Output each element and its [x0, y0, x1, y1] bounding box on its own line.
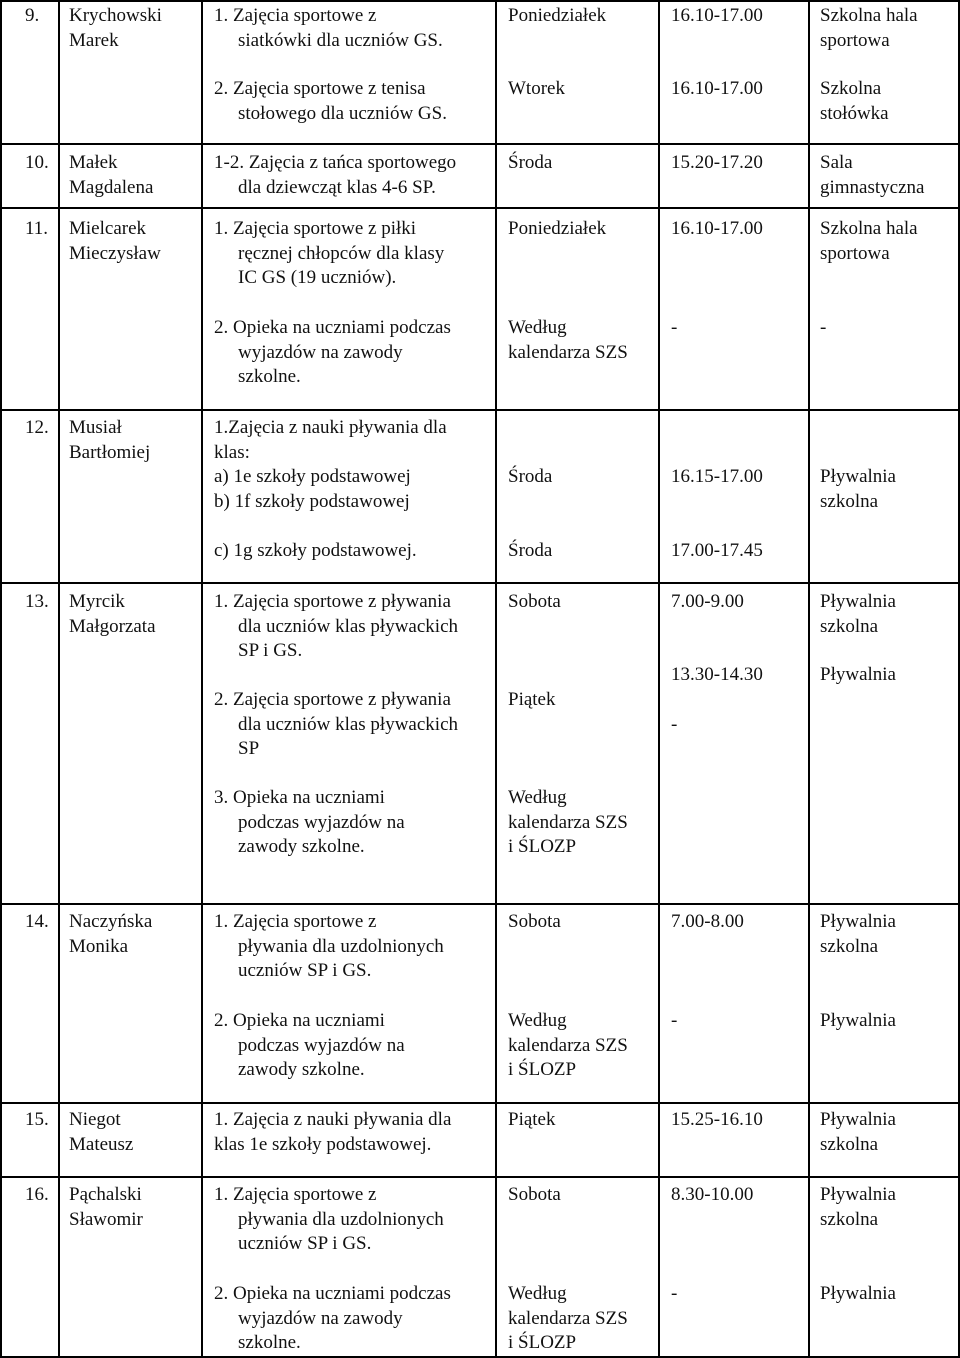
activity-text: stołowego dla uczniów GS.	[238, 102, 447, 124]
hours-cell: 17.00-17.45	[671, 540, 763, 561]
activity-text: IC GS (19 uczniów).	[238, 267, 397, 288]
column-border	[495, 0, 497, 1358]
teacher-name: Małgorzata	[69, 615, 156, 637]
hours-cell: -	[671, 713, 678, 735]
place-cell: szkolna	[820, 935, 879, 957]
activity-text: 2. Opieka na uczniami	[214, 1010, 385, 1031]
activity-text: 2. Opieka na uczniami podczas	[214, 1283, 451, 1304]
row-border	[0, 1176, 960, 1178]
activity-text: 1. Zajęcia sportowe z	[214, 911, 377, 932]
hours-cell: 13.30-14.30	[671, 664, 763, 685]
row-number: 9.	[25, 5, 40, 26]
teacher-name: Marek	[69, 29, 119, 51]
place-cell: Pływalnia	[820, 1010, 896, 1031]
day-cell: Środa	[508, 152, 553, 173]
place-cell: szkolna	[820, 1208, 879, 1230]
row-border	[0, 0, 960, 2]
place-cell: Sala	[820, 152, 853, 173]
day-cell: kalendarza SZS	[508, 1034, 628, 1056]
activity-text: dla uczniów klas pływackich	[238, 713, 459, 735]
activity-text: siatkówki dla uczniów GS.	[238, 29, 443, 51]
hours-cell: 7.00-9.00	[671, 591, 744, 612]
activity-text: c) 1g szkoły podstawowej.	[214, 540, 417, 561]
hours-cell: 7.00-8.00	[671, 911, 744, 932]
place-cell: Pływalnia	[820, 1184, 896, 1205]
place-cell: Pływalnia	[820, 911, 896, 932]
row-number: 12.	[25, 417, 49, 438]
day-cell: Środa	[508, 540, 553, 561]
row-number: 16.	[25, 1184, 49, 1205]
day-cell: Według	[508, 1283, 567, 1304]
place-cell: Pływalnia	[820, 466, 896, 487]
hours-cell: 8.30-10.00	[671, 1184, 754, 1205]
activity-text: 2. Zajęcia sportowe z pływania	[214, 689, 451, 710]
row-number: 15.	[25, 1109, 49, 1130]
day-cell: Środa	[508, 466, 553, 487]
teacher-name: Mielcarek	[69, 218, 147, 239]
place-cell: Pływalnia	[820, 1283, 896, 1304]
day-cell: Sobota	[508, 591, 561, 612]
activity-text: 1. Zajęcia sportowe z piłki	[214, 218, 417, 239]
hours-cell: 16.10-17.00	[671, 78, 763, 99]
row-border	[0, 1102, 960, 1104]
day-cell: kalendarza SZS	[508, 811, 628, 833]
column-border	[658, 0, 660, 1358]
row-number: 10.	[25, 152, 49, 173]
place-cell: gimnastyczna	[820, 176, 925, 198]
teacher-name: Mateusz	[69, 1133, 134, 1155]
activity-text: 1. Zajęcia sportowe z	[214, 5, 377, 26]
place-cell: szkolna	[820, 490, 879, 512]
day-cell: Wtorek	[508, 78, 565, 99]
activity-text: szkolne.	[238, 366, 301, 387]
activity-text: zawody szkolne.	[238, 836, 365, 857]
activity-text: a) 1e szkoły podstawowej	[214, 466, 411, 487]
teacher-name: Sławomir	[69, 1208, 143, 1230]
column-border	[808, 0, 810, 1358]
day-cell: Według	[508, 787, 567, 808]
row-number: 14.	[25, 911, 49, 932]
day-cell: Poniedziałek	[508, 218, 607, 239]
activity-text: zawody szkolne.	[238, 1059, 365, 1080]
activity-text: pływania dla uzdolnionych	[238, 1208, 444, 1230]
row-border	[0, 143, 960, 145]
teacher-name: Musiał	[69, 417, 122, 438]
activity-text: 1. Zajęcia sportowe z pływania	[214, 591, 451, 612]
place-cell: Pływalnia	[820, 664, 896, 685]
place-cell: szkolna	[820, 615, 879, 637]
row-border	[0, 409, 960, 411]
teacher-name: Myrcik	[69, 591, 125, 612]
row-border	[0, 207, 960, 209]
teacher-name: Monika	[69, 935, 129, 957]
column-border	[0, 0, 2, 1358]
day-cell: i ŚLOZP	[508, 836, 577, 857]
row-border	[0, 903, 960, 905]
hours-cell: 16.10-17.00	[671, 218, 763, 239]
activity-text: SP	[238, 738, 260, 759]
activity-text: 3. Opieka na uczniami	[214, 787, 385, 808]
activity-text: dla dziewcząt klas 4-6 SP.	[238, 176, 436, 198]
activity-text: ręcznej chłopców dla klasy	[238, 242, 445, 264]
activity-text: b) 1f szkoły podstawowej	[214, 490, 410, 512]
activity-text: klas 1e szkoły podstawowej.	[214, 1133, 432, 1155]
day-cell: Piątek	[508, 689, 556, 710]
column-border	[58, 0, 60, 1358]
column-border	[201, 0, 203, 1358]
place-cell: Pływalnia	[820, 1109, 896, 1130]
hours-cell: -	[671, 1010, 678, 1031]
day-cell: kalendarza SZS	[508, 1307, 628, 1329]
place-cell: Szkolna	[820, 78, 882, 99]
place-cell: szkolna	[820, 1133, 879, 1155]
activity-text: szkolne.	[238, 1332, 301, 1353]
activity-text: 1. Zajęcia sportowe z	[214, 1184, 377, 1205]
day-cell: Sobota	[508, 1184, 561, 1205]
teacher-name: Bartłomiej	[69, 441, 151, 463]
place-cell: -	[820, 317, 827, 338]
activity-text: dla uczniów klas pływackich	[238, 615, 459, 637]
hours-cell: 16.15-17.00	[671, 466, 763, 487]
day-cell: kalendarza SZS	[508, 341, 628, 363]
activity-text: 1-2. Zajęcia z tańca sportowego	[214, 152, 457, 173]
teacher-name: Mieczysław	[69, 242, 161, 264]
teacher-name: Małek	[69, 152, 118, 173]
teacher-name: Pąchalski	[69, 1184, 142, 1205]
place-cell: sportowa	[820, 242, 890, 264]
activity-text: uczniów SP i GS.	[238, 960, 372, 981]
row-border	[0, 582, 960, 584]
hours-cell: 16.10-17.00	[671, 5, 763, 26]
activity-text: 2. Opieka na uczniami podczas	[214, 317, 451, 338]
hours-cell: 15.20-17.20	[671, 152, 763, 173]
day-cell: Poniedziałek	[508, 5, 607, 26]
row-number: 13.	[25, 591, 49, 612]
place-cell: stołówka	[820, 102, 889, 124]
activity-text: wyjazdów na zawody	[238, 341, 403, 363]
hours-cell: -	[671, 317, 678, 338]
day-cell: Sobota	[508, 911, 561, 932]
hours-cell: -	[671, 1283, 678, 1304]
activity-text: SP i GS.	[238, 640, 303, 661]
row-number: 11.	[25, 218, 49, 239]
activity-text: podczas wyjazdów na	[238, 1034, 405, 1056]
place-cell: sportowa	[820, 29, 890, 51]
teacher-name: Niegot	[69, 1109, 121, 1130]
activity-text: wyjazdów na zawody	[238, 1307, 403, 1329]
activity-text: uczniów SP i GS.	[238, 1233, 372, 1254]
day-cell: Piątek	[508, 1109, 556, 1130]
teacher-name: Naczyńska	[69, 911, 153, 932]
place-cell: Szkolna hala	[820, 5, 918, 26]
activity-text: 2. Zajęcia sportowe z tenisa	[214, 78, 426, 99]
day-cell: i ŚLOZP	[508, 1059, 577, 1080]
day-cell: i ŚLOZP	[508, 1332, 577, 1353]
activity-text: podczas wyjazdów na	[238, 811, 405, 833]
day-cell: Według	[508, 1010, 567, 1031]
place-cell: Szkolna hala	[820, 218, 918, 239]
teacher-name: Magdalena	[69, 176, 154, 198]
teacher-name: Krychowski	[69, 5, 162, 26]
activity-text: 1.Zajęcia z nauki pływania dla	[214, 417, 447, 438]
activity-text: pływania dla uzdolnionych	[238, 935, 444, 957]
place-cell: Pływalnia	[820, 591, 896, 612]
day-cell: Według	[508, 317, 567, 338]
activity-text: 1. Zajęcia z nauki pływania dla	[214, 1109, 452, 1130]
hours-cell: 15.25-16.10	[671, 1109, 763, 1130]
activity-text: klas:	[214, 441, 250, 463]
